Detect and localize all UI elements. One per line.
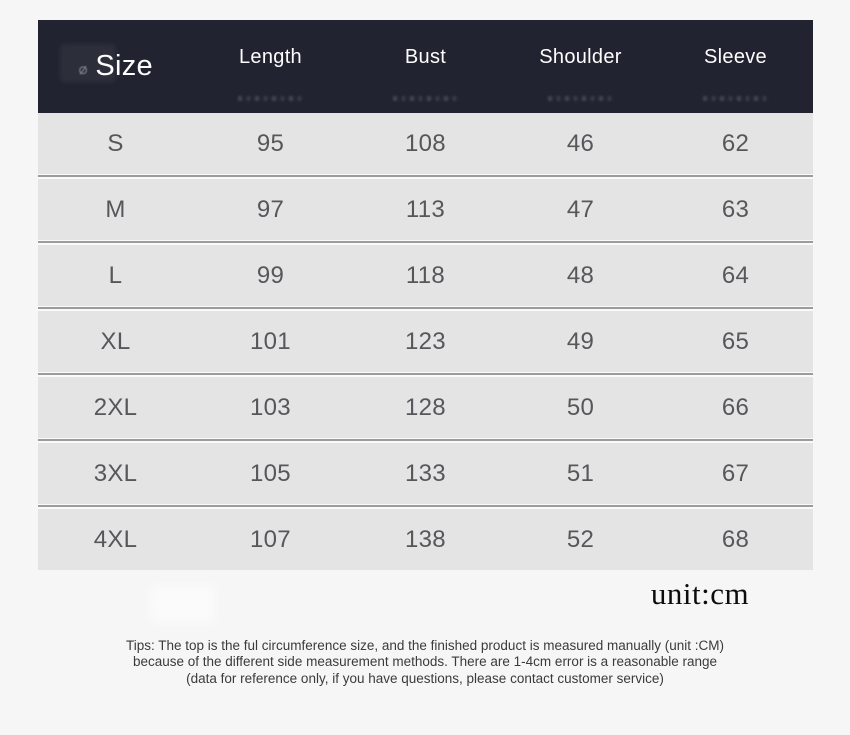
size-value-cell: M bbox=[105, 195, 126, 223]
measurement-value-cell: 138 bbox=[405, 525, 446, 553]
table-row bbox=[38, 179, 813, 240]
measurement-value-cell: 51 bbox=[566, 459, 595, 487]
measurement-value-cell: 99 bbox=[256, 261, 285, 289]
table-row bbox=[38, 377, 813, 438]
measurement-value-cell: 133 bbox=[405, 459, 446, 487]
blurred-watermark bbox=[150, 585, 215, 623]
measurement-value-cell: 47 bbox=[566, 195, 595, 223]
measurement-value-cell: 52 bbox=[566, 525, 595, 553]
tips-text bbox=[0, 638, 850, 687]
measurement-value-cell: 64 bbox=[721, 261, 750, 289]
measurement-value-cell: 107 bbox=[250, 525, 291, 553]
measurement-value-cell: 108 bbox=[405, 129, 446, 157]
table-row bbox=[38, 509, 813, 570]
blurred-subtext-smudge bbox=[548, 96, 614, 101]
size-icon: ⌀ bbox=[77, 59, 90, 79]
tips-line-1: Tips: The top is the ful circumference size, and the finished product is measured manually (unit :CM) bbox=[125, 638, 725, 653]
table-body bbox=[38, 113, 813, 570]
header-cell-shoulder bbox=[503, 20, 658, 113]
measurement-value-cell: 65 bbox=[721, 327, 750, 355]
row-divider bbox=[38, 438, 813, 443]
measurement-value-cell: 97 bbox=[256, 195, 285, 223]
row-divider bbox=[38, 306, 813, 311]
size-value-cell: XL bbox=[100, 327, 131, 355]
size-value-cell: S bbox=[107, 129, 124, 157]
header-cell-length bbox=[193, 20, 348, 113]
measurement-value-cell: 123 bbox=[405, 327, 446, 355]
header-cell-sleeve bbox=[658, 20, 813, 113]
measurement-value-cell: 101 bbox=[250, 327, 291, 355]
blurred-subtext-smudge bbox=[238, 96, 304, 101]
size-value-cell: 3XL bbox=[93, 459, 138, 487]
table-row bbox=[38, 245, 813, 306]
measurement-value-cell: 62 bbox=[721, 129, 750, 157]
tips-line-2: because of the different side measurement methods. There are 1-4cm error is a reasonable range bbox=[132, 654, 718, 670]
measurement-value-cell: 63 bbox=[721, 195, 750, 223]
size-value-cell: L bbox=[108, 261, 123, 289]
header-sleeve-label: Sleeve bbox=[704, 46, 767, 68]
measurement-value-cell: 50 bbox=[566, 393, 595, 421]
measurement-value-cell: 68 bbox=[721, 525, 750, 553]
measurement-value-cell: 66 bbox=[721, 393, 750, 421]
measurement-value-cell: 105 bbox=[250, 459, 291, 487]
measurement-value-cell: 113 bbox=[405, 195, 446, 223]
measurement-value-cell: 95 bbox=[256, 129, 285, 157]
measurement-value-cell: 46 bbox=[566, 129, 595, 157]
row-divider bbox=[38, 504, 813, 509]
measurement-value-cell: 128 bbox=[405, 393, 446, 421]
measurement-value-cell: 49 bbox=[566, 327, 595, 355]
header-shoulder-label: Shoulder bbox=[539, 46, 622, 68]
header-size-label: Size bbox=[95, 50, 153, 82]
header-bust-label: Bust bbox=[404, 46, 447, 68]
measurement-value-cell: 67 bbox=[721, 459, 750, 487]
measurement-value-cell: 48 bbox=[566, 261, 595, 289]
header-cell-bust bbox=[348, 20, 503, 113]
row-divider bbox=[38, 240, 813, 245]
blurred-subtext-smudge bbox=[703, 96, 769, 101]
table-header-row bbox=[38, 20, 813, 113]
size-value-cell: 2XL bbox=[93, 393, 138, 421]
unit-label: unit:cm bbox=[650, 576, 750, 611]
row-divider bbox=[38, 174, 813, 179]
size-value-cell: 4XL bbox=[93, 525, 138, 553]
table-row bbox=[38, 443, 813, 504]
header-cell-size bbox=[38, 20, 193, 113]
measurement-value-cell: 118 bbox=[405, 261, 446, 289]
header-length-label: Length bbox=[239, 46, 302, 68]
table-row bbox=[38, 113, 813, 174]
tips-line-3: (data for reference only, if you have questions, please contact customer service) bbox=[186, 670, 664, 686]
blurred-subtext-smudge bbox=[393, 96, 459, 101]
size-chart-table bbox=[38, 20, 813, 570]
table-row bbox=[38, 311, 813, 372]
measurement-value-cell: 103 bbox=[250, 393, 291, 421]
row-divider bbox=[38, 372, 813, 377]
